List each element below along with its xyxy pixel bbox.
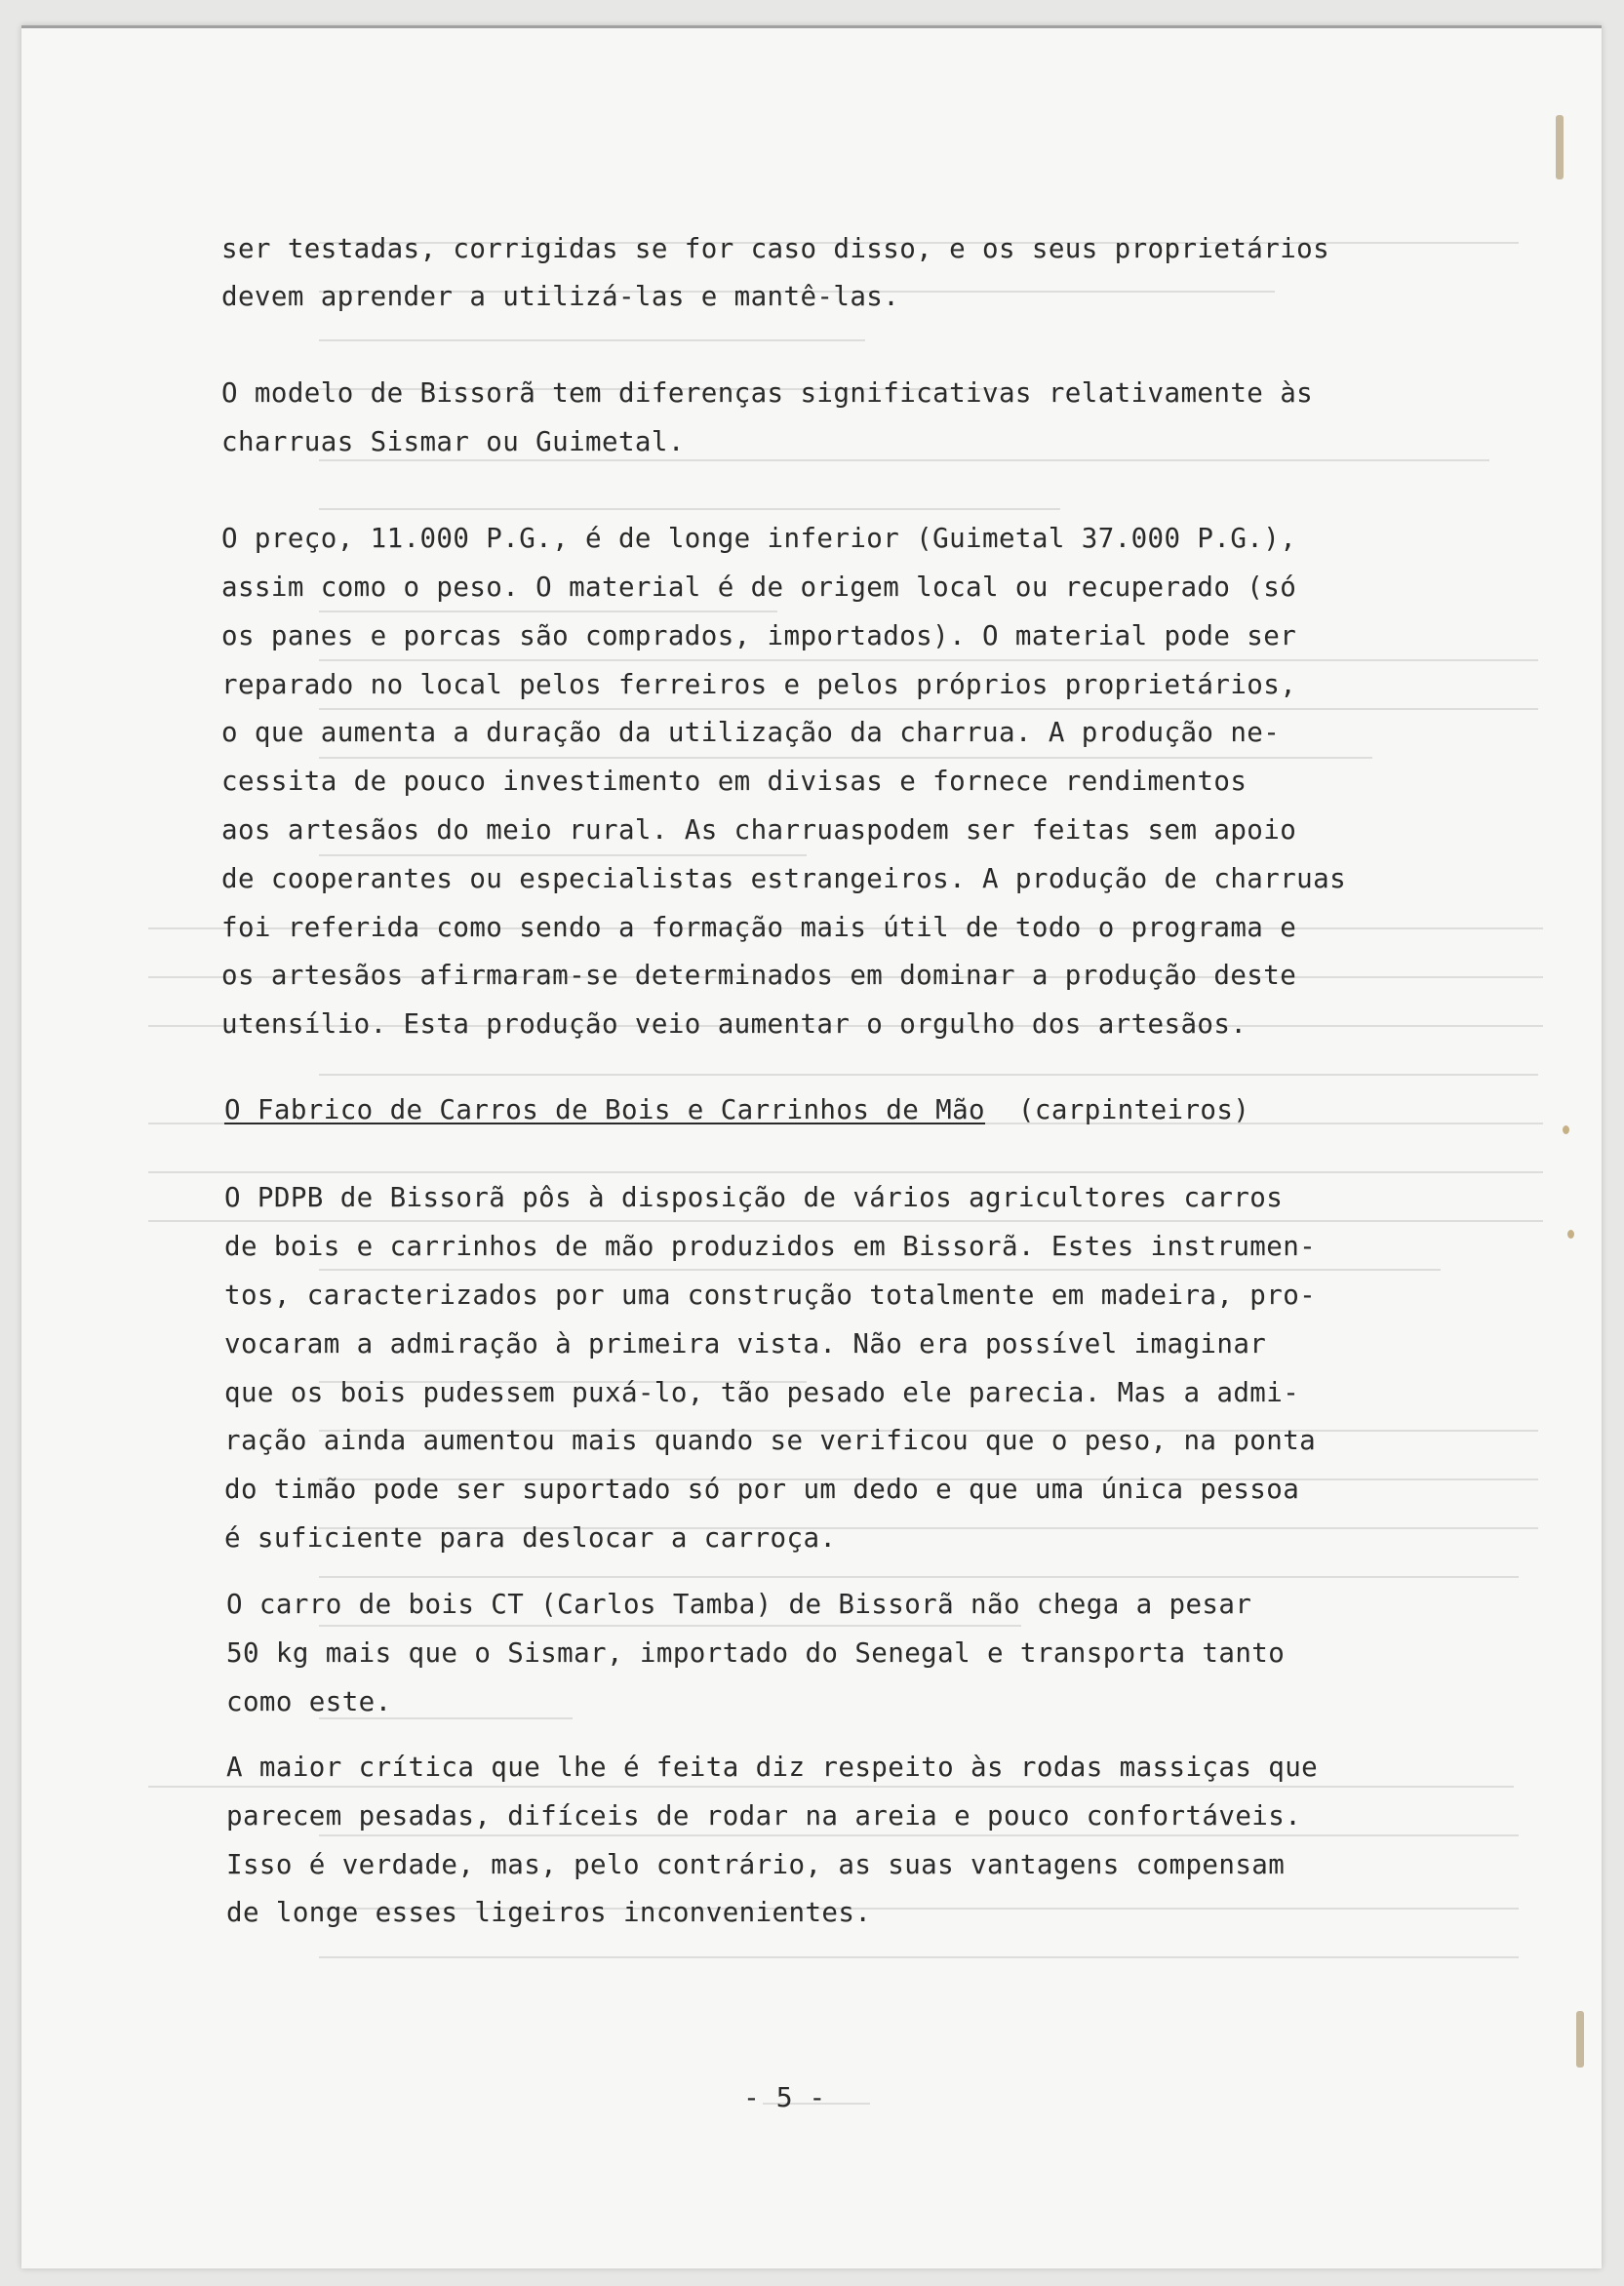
text-line: O carro de bois CT (Carlos Tamba) de Bissorã não chega a pesar [226,1589,1252,1620]
text-line: utensílio. Esta produção veio aumentar o orgulho dos artesãos. [221,1008,1248,1040]
text-line: de bois e carrinhos de mão produzidos em Bissorã. Estes instrumen- [224,1231,1317,1262]
page-number: - 5 - [743,2081,826,2113]
text-line: cessita de pouco investimento em divisas e fornece rendimentos [221,766,1248,797]
text-line: devem aprender a utilizá-las e mantê-las. [221,281,900,312]
text-line: do timão pode ser suportado só por um dedo e que uma única pessoa [224,1474,1300,1505]
text-line: aos artesãos do meio rural. As charruaspodem ser feitas sem apoio [221,814,1297,846]
text-line: como este. [226,1686,392,1717]
text-line: os panes e porcas são comprados, importados). O material pode ser [221,620,1297,651]
text-line: tos, caracterizados por uma construção totalmente em madeira, pro- [224,1280,1317,1311]
text-line: reparado no local pelos ferreiros e pelos próprios proprietários, [221,669,1297,700]
rust-speck [1563,1125,1569,1134]
text-line: parecem pesadas, difíceis de rodar na areia e pouco confortáveis. [226,1800,1302,1832]
text-line: A maior crítica que lhe é feita diz respeito às rodas massiças que [226,1752,1319,1783]
section-heading-title: O Fabrico de Carros de Bois e Carrinhos de Mão [224,1094,985,1125]
staple-mark-bottom [1576,2011,1584,2068]
text-line: assim como o peso. O material é de origem local ou recuperado (só [221,572,1297,603]
text-line: é suficiente para deslocar a carroça. [224,1522,837,1554]
text-line: os artesãos afirmaram-se determinados em dominar a produção deste [221,960,1297,991]
text-line: O PDPB de Bissorã pôs à disposição de vários agricultores carros [224,1182,1284,1213]
typewritten-text [21,25,1602,2268]
text-line: foi referida como sendo a formação mais útil de todo o programa e [221,912,1297,943]
text-line: ser testadas, corrigidas se for caso disso, e os seus proprietários [221,233,1330,264]
rust-speck [1567,1230,1574,1239]
text-line: O modelo de Bissorã tem diferenças significativas relativamente às [221,377,1314,409]
text-line: de longe esses ligeiros inconvenientes. [226,1897,872,1928]
text-line: que os bois pudessem puxá-lo, tão pesado ele parecia. Mas a admi- [224,1377,1300,1408]
text-line: o que aumenta a duração da utilização da charrua. A produção ne- [221,717,1281,748]
text-line: de cooperantes ou especialistas estrangeiros. A produção de charruas [221,863,1347,894]
text-line: vocaram a admiração à primeira vista. Não era possível imaginar [224,1328,1267,1360]
staple-mark-top [1556,115,1564,179]
text-line: Isso é verdade, mas, pelo contrário, as suas vantagens compensam [226,1849,1286,1880]
text-line: charruas Sismar ou Guimetal. [221,426,685,457]
text-line: 50 kg mais que o Sismar, importado do Senegal e transporta tanto [226,1637,1286,1669]
text-line: ração ainda aumentou mais quando se verificou que o peso, na ponta [224,1425,1317,1456]
text-line: O preço, 11.000 P.G., é de longe inferior (Guimetal 37.000 P.G.), [221,523,1297,554]
document-page [21,25,1602,2268]
section-heading-suffix: (carpinteiros) [985,1094,1250,1125]
section-heading [224,1094,1250,1125]
